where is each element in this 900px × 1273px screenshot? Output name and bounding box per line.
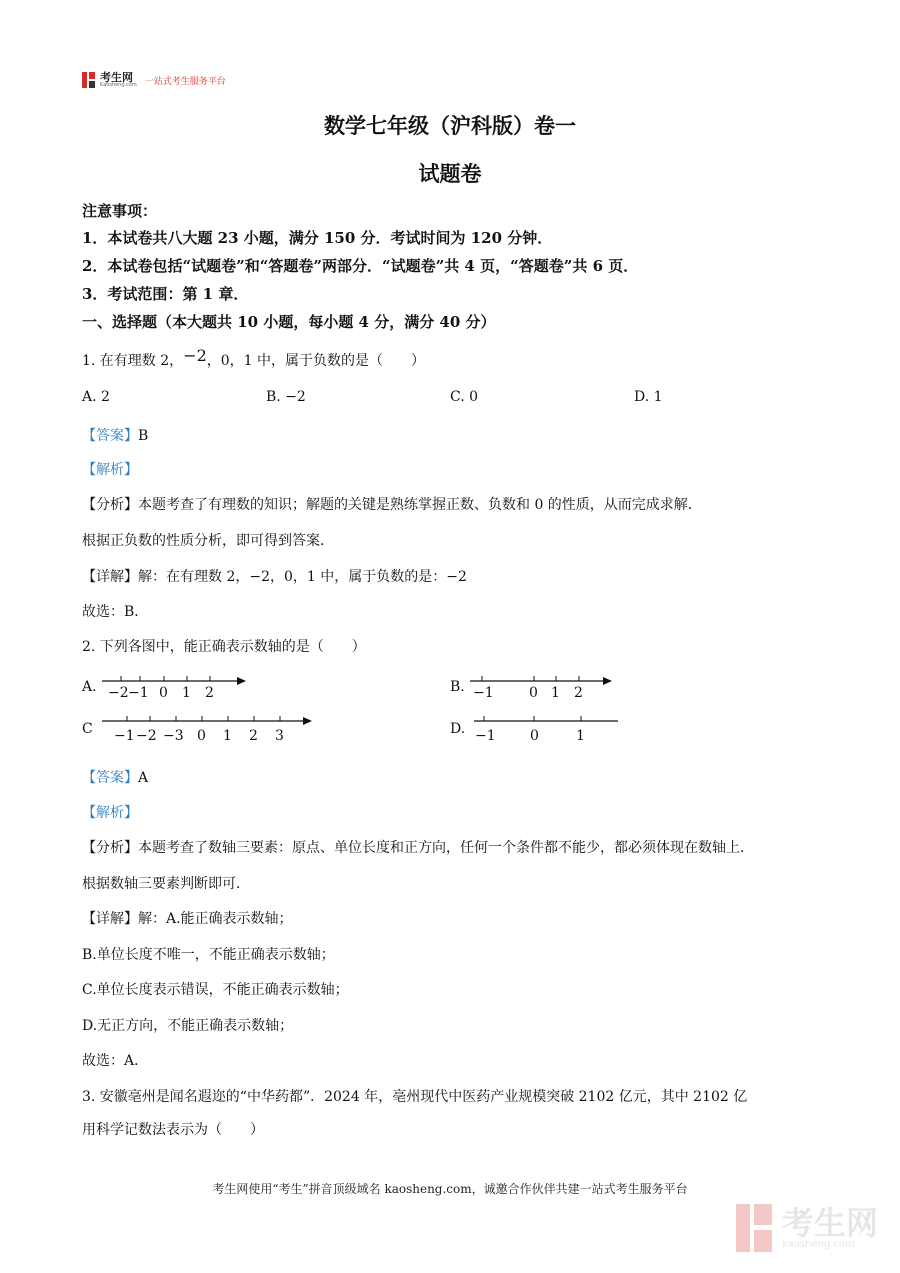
- option-a-letter: A.: [82, 679, 97, 695]
- tick-label: 0: [159, 685, 168, 700]
- fenxi-text: 本题考查了有理数的知识；解题的关键是熟练掌握正数、负数和 0 的性质，从而完成求解．: [138, 497, 702, 513]
- watermark-domain: kaosheng.com: [781, 1238, 855, 1250]
- analysis-tag: 【解析】: [82, 462, 138, 478]
- answer-value: A: [138, 770, 149, 786]
- watermark: [736, 1204, 878, 1252]
- fenxi-tag: 【分析】: [82, 497, 138, 513]
- logo-domain: Kaosheng.com: [100, 82, 137, 88]
- tick-label: 0: [529, 685, 538, 700]
- logo-name: 考生网: [100, 71, 133, 84]
- tick-label: 0: [197, 728, 206, 744]
- tick-label: −2: [136, 728, 157, 744]
- tick-label: 2: [574, 685, 583, 700]
- page-title: 数学七年级（沪科版）卷一: [324, 113, 576, 138]
- analysis-text: 根据数轴三要素判断即可．: [82, 876, 250, 892]
- stem-neg: −2: [183, 346, 207, 365]
- question-3-stem: 3. 安徽亳州是闻名遐迩的“中华药都”．2024 年，亳州现代中医药产业规模突破 2102 亿元，其中 2102 亿: [82, 1089, 748, 1105]
- tick-label: −1: [128, 685, 149, 700]
- question-2-stem: 2. 下列各图中，能正确表示数轴的是（ ）: [82, 639, 366, 655]
- number-line-b: [468, 670, 618, 700]
- detail-text: [82, 908, 293, 928]
- detail-tag: 【详解】: [82, 569, 138, 585]
- tick-label: 3: [275, 728, 284, 744]
- tick-label: −1: [475, 728, 496, 744]
- note-item: 3．考试范围：第 1 章．: [82, 285, 249, 303]
- detail-text: C.单位长度表示错误，不能正确表示数轴；: [82, 982, 349, 998]
- answer-value: B: [138, 428, 149, 444]
- detail-text: [82, 566, 467, 586]
- number-line-c: [100, 710, 320, 744]
- fenxi-tag: 【分析】: [82, 840, 138, 856]
- page-footer: 考生网使用“考生”拼音顶级域名 kaosheng.com，诚邀合作伙伴共建一站式考生服务平台: [212, 1182, 688, 1196]
- answer-line: [82, 425, 148, 445]
- analysis-text: [82, 494, 702, 514]
- detail-tag: 【详解】: [82, 911, 138, 927]
- answer-tag: 【答案】: [82, 770, 138, 786]
- detail-body: 解：在有理数 2，−2，0，1 中，属于负数的是：−2: [138, 569, 467, 585]
- tick-label: −3: [163, 728, 184, 744]
- note-item: 1．本试卷共八大题 23 小题，满分 150 分．考试时间为 120 分钟．: [82, 229, 553, 247]
- choose-line: 故选：B．: [82, 604, 149, 620]
- tick-label: 2: [205, 685, 214, 700]
- detail-text: B.单位长度不唯一，不能正确表示数轴；: [82, 947, 335, 963]
- option-d: D. 1: [634, 389, 663, 405]
- number-line-a: [100, 670, 250, 700]
- logo-slogan: 一站式考生服务平台: [144, 76, 226, 87]
- stem-part: ，0，1 中，属于负数的是（ ）: [206, 353, 426, 369]
- question-3-stem: 用科学记数法表示为（ ）: [82, 1122, 264, 1138]
- tick-label: 0: [530, 728, 539, 744]
- option-d-letter: D.: [450, 721, 466, 737]
- question-1-stem: [82, 346, 426, 370]
- tick-label: 1: [576, 728, 585, 744]
- tick-label: −2: [108, 685, 129, 700]
- answer-tag: 【答案】: [82, 428, 138, 444]
- stem-part: 1. 在有理数 2，: [82, 353, 184, 369]
- option-a: A. 2: [82, 389, 110, 405]
- option-c-letter: C: [82, 721, 93, 737]
- notes-heading: 注意事项：: [82, 202, 158, 220]
- tick-label: 2: [249, 728, 258, 744]
- detail-body: 解：A.能正确表示数轴；: [138, 911, 293, 927]
- answer-line: [82, 767, 148, 787]
- header-logo: [82, 72, 226, 88]
- tick-label: 1: [223, 728, 232, 744]
- option-c: C. 0: [450, 389, 479, 405]
- tick-label: −1: [473, 685, 494, 700]
- watermark-name: 考生网: [781, 1203, 878, 1242]
- kaosheng-logo-icon: [82, 72, 96, 88]
- number-line-d: [468, 710, 628, 744]
- kaosheng-watermark-icon: [736, 1204, 776, 1252]
- analysis-text: [82, 837, 754, 857]
- option-b: B. −2: [266, 389, 306, 405]
- tick-label: −1: [114, 728, 135, 744]
- tick-label: 1: [551, 685, 560, 700]
- tick-label: 1: [182, 685, 191, 700]
- analysis-text: 根据正负数的性质分析，即可得到答案．: [82, 533, 334, 549]
- detail-text: D.无正方向，不能正确表示数轴；: [82, 1018, 294, 1034]
- note-item: 2．本试卷包括“试题卷”和“答题卷”两部分．“试题卷”共 4 页，“答题卷”共 6 页．: [82, 257, 639, 275]
- choose-line: 故选：A．: [82, 1053, 149, 1069]
- option-b-letter: B.: [450, 679, 465, 695]
- analysis-tag: 【解析】: [82, 805, 138, 821]
- page-subtitle: 试题卷: [418, 161, 482, 186]
- section-heading: 一、选择题（本大题共 10 小题，每小题 4 分，满分 40 分）: [82, 313, 496, 331]
- fenxi-text: 本题考查了数轴三要素：原点、单位长度和正方向，任何一个条件都不能少，都必须体现在数轴上．: [138, 840, 754, 856]
